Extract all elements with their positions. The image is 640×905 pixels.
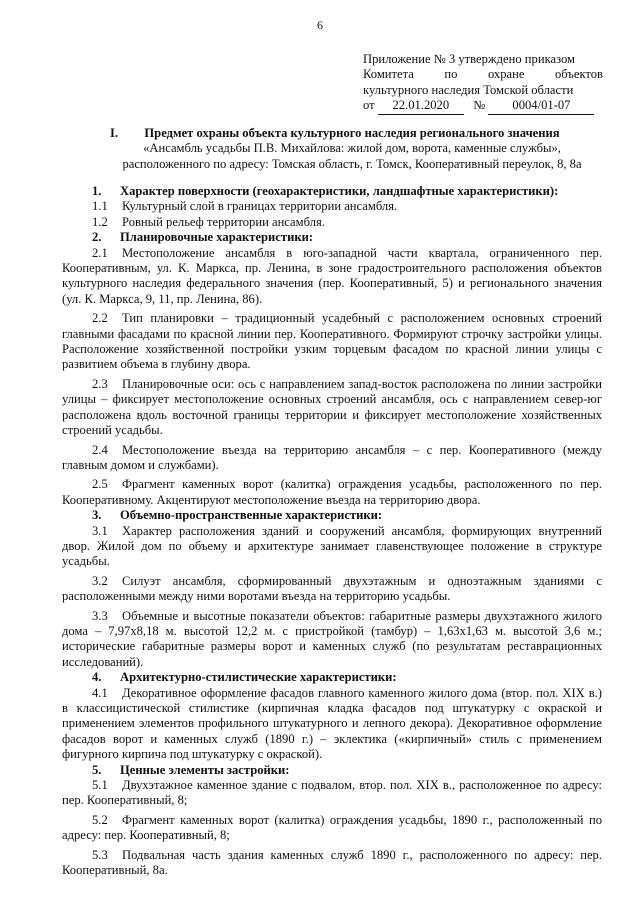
item-number: 5.2 [92,812,108,827]
item-number: 3.2 [92,573,108,588]
list-item [62,246,602,308]
list-item [62,311,602,373]
list-item [62,609,602,671]
document-body [62,184,602,878]
item-number: 4.1 [92,685,108,700]
annex-line-3: культурного наследия Томской области [363,82,574,97]
section-title: Характер поверхности (геохарактеристики, ландшафтные характеристики): [120,184,559,198]
section-number: 2. [92,230,102,245]
item-number: 5.1 [92,778,108,793]
item-number: 2.5 [92,477,108,492]
list-item [62,574,602,605]
list-item [62,813,602,844]
item-text: Декоративное оформление фасадов главного каменного жилого дома (втор. пол. XIX в.) в классицистической стилистике (кирпичная кладка фасадов под штукатурку с окраской и применением элементов профильного штукатурного и лепного декора). Декоративное оформление фасадов ворот и каменных служб (1890 г.) – эклектика («кирпичный» стиль с применением фигурного кирпича под штукатурку с окраской). [62,685,602,762]
section-heading [62,763,602,778]
item-text: Объемные и высотные показатели объектов: габаритные размеры двухэтажного жилого дома – 7,97х8,18 м. высотой 12,2 м. с пристройкой (тамбур) – 1,63х1,63 м. высотой 3,6 м.; исторические габаритные размеры ворот и каменных служб (по результатам реставрационных исследований). [62,608,602,669]
subject-title: Предмет охраны объекта культурного наследия регионального значения [144,126,560,140]
section-number: 1. [92,184,102,198]
annex-date-prefix: от [363,98,375,113]
item-text: Подвальная часть здания каменных служб 1890 г., расположенного по адресу: пер. Кооперативный, 8а. [62,847,602,878]
item-number: 2.1 [92,245,108,260]
annex-number: 0004/01-07 [488,98,594,114]
section-title: Архитектурно-стилистические характеристики: [120,670,397,685]
section-heading [62,670,602,685]
item-number: 2.2 [92,311,108,326]
list-item [62,199,602,214]
item-text: Силуэт ансамбля, сформированный двухэтажным и одноэтажным зданиями с расположенными между ними воротами въезда на территорию усадьбы. [62,573,602,604]
annex-date: 22.01.2020 [378,98,464,114]
item-text: Местоположение въезда на территорию ансамбля – с пер. Кооперативного (между главным домом и службами). [62,442,602,472]
subject-name: «Ансамбль усадьбы П.В. Михайлова: жилой дом, ворота, каменные службы», [143,141,561,156]
item-text: Фрагмент каменных ворот (калитка) ограждения усадьбы, 1890 г., расположенный по адресу: пер. Кооперативный, 8; [62,812,602,843]
item-number: 1.2 [92,214,108,229]
page-number: 6 [317,18,323,32]
item-text: Фрагмент каменных ворот (калитка) ограждения усадьбы, расположенного по пер. Кооперативному. Акцентируют местоположение въезда на территорию двора. [62,477,602,507]
annex-header [363,52,603,115]
subject-heading [62,126,602,172]
section-number: 4. [92,670,102,685]
list-item [62,477,602,508]
subject-roman-numeral: I. [110,126,119,140]
annex-date-line [363,98,603,114]
item-number: 2.4 [92,442,108,457]
list-item [62,686,602,763]
item-number: 3.3 [92,608,108,623]
section-title: Объемно-пространственные характеристики: [120,508,383,523]
section-title: Планировочные характеристики: [120,230,314,245]
item-text: Тип планировки – традиционный усадебный с расположением основных строений главными фасадами по красной линии пер. Кооперативного. Формируют строчку застройки улицы. Расположение хозяйственной постройки узким торцевым фасадом по красной линии улицы с развитием объема в глубину двора. [62,311,602,372]
section-number: 5. [92,762,102,777]
list-item [62,524,602,570]
list-item [62,848,602,879]
annex-number-sign: № [473,98,486,113]
item-number: 1.1 [92,199,108,214]
item-text: Культурный слой в границах территории ансамбля. [122,199,398,214]
item-text: Местоположение ансамбля в юго-западной части квартала, ограниченного пер. Кооперативным, ул. К. Маркса, пр. Ленина, в зоне градостроительного расположения объектов культурного наследия федерального значения (пер. Кооперативный, 5) и регионального значения (ул. К. Маркса, 9, 11, пр. Ленина, 86). [62,245,602,306]
item-text: Планировочные оси: ось с направлением запад-восток расположена по линии застройки улицы – фиксирует местоположение основных строений ансамбля, ось с направлением север-юг расположена вдоль восточной границы территории и фиксирует местоположение хозяйственных строений усадьбы. [62,376,602,438]
item-text: Характер расположения зданий и сооружений ансамбля, формирующих внутренний двор. Жилой дом по объему и архитектуре занимает главенствующее положение в структуре усадьбы. [62,523,602,569]
list-item [62,443,602,474]
list-item [62,215,602,230]
annex-line-2: Комитета по охране объектов [363,67,603,82]
section-heading [62,508,602,523]
annex-line-1: Приложение № 3 утверждено приказом [363,52,576,66]
list-item [62,778,602,809]
item-text: Двухэтажное каменное здание с подвалом, втор. пол. XIX в., расположенное по адресу: пер. Кооперативный, 8; [62,778,602,808]
section-heading [62,230,602,245]
item-number: 2.3 [92,376,108,391]
section-title: Ценные элементы застройки: [120,762,290,777]
section-number: 3. [92,508,102,523]
item-number: 5.3 [92,847,108,862]
section-heading [62,184,602,199]
item-number: 3.1 [92,523,108,538]
list-item [62,377,602,439]
item-text: Ровный рельеф территории ансамбля. [122,214,325,229]
subject-address: расположенного по адресу: Томская область, г. Томск, Кооперативный переулок, 8, 8а [122,156,582,171]
